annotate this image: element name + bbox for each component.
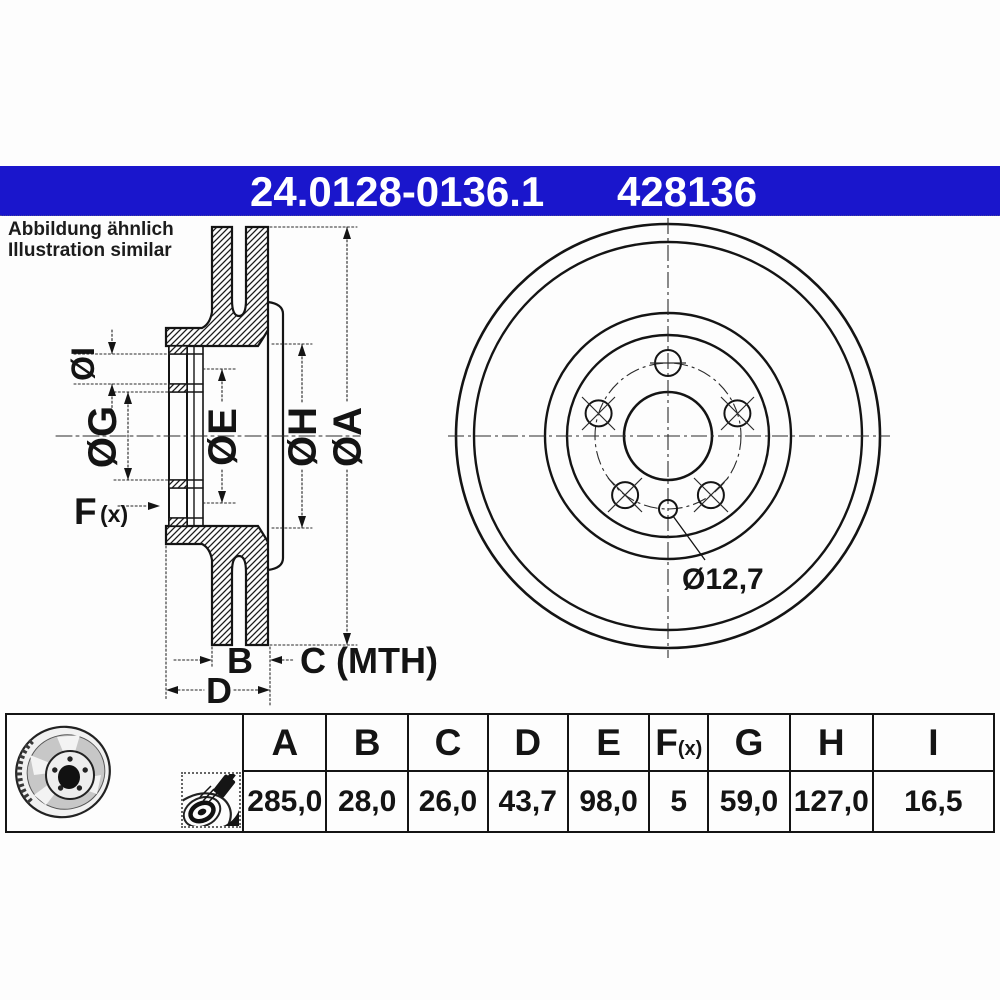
section-top-half	[166, 227, 268, 346]
hub-hatch-3	[169, 480, 187, 488]
note-line-de: Abbildung ähnlich	[8, 219, 174, 240]
col-header-i: I	[873, 714, 994, 771]
product-image-cell	[6, 714, 243, 832]
pin-hole-label: Ø12,7	[682, 563, 764, 596]
col-header-a: A	[243, 714, 326, 771]
col-header-f: F(x)	[649, 714, 708, 771]
front-centerlines	[448, 218, 890, 658]
catalog-number: 428136	[617, 168, 758, 215]
coated-disc-icon	[181, 772, 241, 828]
dim-label-d: D	[206, 670, 232, 711]
spec-table	[5, 713, 995, 833]
front-view	[448, 218, 890, 658]
value-c: 26,0	[408, 771, 488, 832]
dim-label-dia-h: ØH	[281, 407, 325, 467]
cross-section-view	[56, 227, 438, 711]
value-i: 16,5	[873, 771, 994, 832]
col-header-b: B	[326, 714, 408, 771]
value-f: 5	[649, 771, 708, 832]
value-g: 59,0	[708, 771, 790, 832]
section-bottom-half	[166, 526, 268, 645]
col-header-e: E	[568, 714, 650, 771]
value-h: 127,0	[790, 771, 873, 832]
dim-label-dia-i: ØI	[65, 347, 101, 381]
hub-hatch-4	[169, 518, 187, 526]
value-b: 28,0	[326, 771, 408, 832]
col-header-c: C	[408, 714, 488, 771]
value-a: 285,0	[243, 771, 326, 832]
part-number: 24.0128-0136.1	[250, 168, 545, 215]
dim-label-dia-e: ØE	[201, 408, 245, 466]
dim-label-c: C (MTH)	[300, 640, 438, 681]
center-bore	[58, 765, 80, 789]
value-e: 98,0	[568, 771, 650, 832]
note-line-en: Illustration similar	[8, 240, 172, 261]
col-header-g: G	[708, 714, 790, 771]
dim-label-f-suffix: (x)	[100, 501, 129, 527]
hub-hatch-1	[169, 346, 187, 354]
dim-label-dia-a: ØA	[326, 407, 370, 467]
dim-label-f: F	[74, 491, 97, 532]
dim-label-dia-g: ØG	[81, 405, 125, 469]
col-header-h: H	[790, 714, 873, 771]
dim-label-b: B	[227, 640, 253, 681]
value-d: 43,7	[488, 771, 568, 832]
hub-hatch-2	[169, 384, 187, 392]
pin-hole-leader	[673, 516, 705, 560]
col-header-d: D	[488, 714, 568, 771]
